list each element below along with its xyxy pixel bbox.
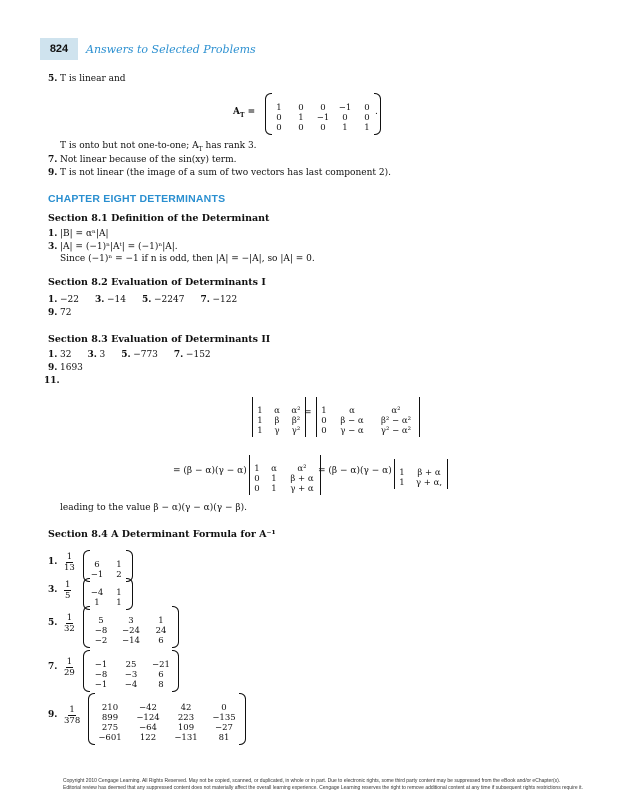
inverse-matrix-cell: −1 <box>90 570 104 580</box>
inverse-matrix-cell: 223 <box>177 713 195 723</box>
inverse-scalar-fraction: $\frac{1}{5}$ <box>65 580 71 601</box>
inverse-scalar-fraction: $\frac{1}{29}$ <box>64 657 75 678</box>
answer-item: 5. −773 <box>121 350 158 360</box>
section-8-1-title: Section 8.1 Definition of the Determinant <box>48 213 270 224</box>
inverse-matrix-cell: 1 <box>116 560 122 570</box>
inverse-matrix-cell: 1 <box>94 598 100 608</box>
inverse-matrix <box>90 552 126 580</box>
inverse-matrix-cell: −14 <box>122 636 140 646</box>
answer-item: 1. 32 <box>48 350 72 360</box>
det2-cell: 0 <box>321 416 327 426</box>
onto-note: T is onto but not one-to-one; $A_T$ has rank 3. <box>60 141 257 153</box>
determinant-2x2 <box>398 460 444 488</box>
inverse-matrix-cell: 6 <box>94 560 100 570</box>
answer-7: 7. Not linear because of the sin(xy) term. <box>48 155 237 165</box>
inverse-scalar-fraction: $\frac{1}{32}$ <box>64 613 75 634</box>
page-number: 824 <box>40 38 78 60</box>
inverse-answer-number: 1. <box>48 557 58 567</box>
inverse-matrix-cell: −1 <box>94 660 108 670</box>
inverse-matrix-cell: 3 <box>128 616 134 626</box>
inverse-matrix-cell: −2 <box>94 636 108 646</box>
inverse-matrix-cell: −42 <box>139 703 157 713</box>
det2-cell: α² <box>391 406 401 416</box>
matrix-a-t-cell: 1 <box>364 123 370 133</box>
matrix-a-t-cell: 0 <box>276 123 282 133</box>
section-8-2-title: Section 8.2 Evaluation of Determinants I <box>48 277 266 288</box>
det2-cell: β² − α² <box>381 416 411 426</box>
det1-cell: 1 <box>257 416 263 426</box>
matrix-a-t-cell: 0 <box>320 103 326 113</box>
matrix-a-t-cell: 0 <box>342 113 348 123</box>
inverse-matrix-cell: 8 <box>158 680 164 690</box>
inverse-matrix-cell: 275 <box>101 723 119 733</box>
determinant-vandermonde <box>256 398 302 436</box>
inverse-matrix-cell: −4 <box>124 680 138 690</box>
det3-cell: γ + α <box>290 484 314 494</box>
s81-answer-1: 1. |B| = αⁿ|A| <box>48 229 109 239</box>
inverse-scalar-fraction: $\frac{1}{378}$ <box>64 705 81 726</box>
inverse-matrix-cell: 6 <box>158 670 164 680</box>
answer-item: 5. −2247 <box>142 295 185 305</box>
inverse-matrix-cell: −8 <box>94 626 108 636</box>
factor-expression: = (β − α)(γ − α) <box>173 466 247 476</box>
det3-cell: α² <box>297 464 307 474</box>
factor-expression-2: = (β − α)(γ − α) <box>318 466 392 476</box>
answer-item: 1. −22 <box>48 295 79 305</box>
det2-cell: 1 <box>321 406 327 416</box>
chapter-title: CHAPTER EIGHT DETERMINANTS <box>48 193 226 205</box>
matrix-a-t-cell: 0 <box>276 113 282 123</box>
matrix-a-t <box>272 95 374 133</box>
section-8-4-title: Section 8.4 A Determinant Formula for A⁻¹ <box>48 529 276 540</box>
inverse-matrix-cell: −27 <box>215 723 233 733</box>
s83-answer-11-number: 11. <box>44 376 60 386</box>
det1-cell: α² <box>291 406 301 416</box>
inverse-matrix-cell: −601 <box>98 733 122 743</box>
inverse-answer-number: 7. <box>48 662 58 672</box>
inverse-matrix <box>95 695 239 743</box>
matrix-a-t-cell: −1 <box>338 103 352 113</box>
det1-cell: 1 <box>257 406 263 416</box>
matrix-a-t-cell: 1 <box>342 123 348 133</box>
inverse-answer-number: 3. <box>48 585 58 595</box>
inverse-matrix <box>90 652 172 690</box>
det1-cell: β² <box>291 416 301 426</box>
det2-cell: 0 <box>321 426 327 436</box>
s83-row-1 <box>48 350 227 361</box>
inverse-matrix-cell: 1 <box>116 588 122 598</box>
leading-text: leading to the value β − α)(γ − α)(γ − β). <box>60 503 247 513</box>
det1-cell: α <box>274 406 280 416</box>
det2-cell: γ² − α² <box>380 426 412 436</box>
matrix-a-t-cell: −1 <box>316 113 330 123</box>
det3-cell: β + α <box>290 474 314 484</box>
s81-answer-3: 3. |A| = (−1)ⁿ|Aᵗ| = (−1)ⁿ|A|. <box>48 242 178 252</box>
answer-item: 3. 3 <box>87 350 106 360</box>
matrix-a-t-cell: 1 <box>298 113 304 123</box>
inverse-matrix-cell: 210 <box>101 703 119 713</box>
matrix-a-t-cell: 0 <box>298 103 304 113</box>
matrix-label: $A_T$ = <box>233 107 256 119</box>
inverse-matrix-cell: −4 <box>90 588 104 598</box>
inverse-matrix-cell: −24 <box>122 626 140 636</box>
copyright-line-1: Copyright 2010 Cengage Learning. All Rights Reserved. May not be copied, scanned, or duplicated, in whole or in part. Due to electronic rights, some third party content may be suppressed from the eBook and/or eChapter(s). <box>63 778 561 784</box>
inverse-matrix-cell: −21 <box>152 660 170 670</box>
s81-answer-3-note: Since (−1)ⁿ = −1 if n is odd, then |A| = −|A|, so |A| = 0. <box>60 254 315 264</box>
inverse-answer-number: 5. <box>48 618 58 628</box>
det3-cell: α <box>271 464 277 474</box>
matrix-a-t-cell: 0 <box>364 103 370 113</box>
inverse-matrix-cell: 2 <box>116 570 122 580</box>
inverse-matrix <box>90 608 172 646</box>
inverse-matrix-cell: −3 <box>124 670 138 680</box>
section-8-3-title: Section 8.3 Evaluation of Determinants II <box>48 334 271 345</box>
inverse-matrix-cell: −8 <box>94 670 108 680</box>
determinant-reduced <box>320 398 416 436</box>
determinant-factored <box>253 456 317 494</box>
inverse-matrix-cell: −131 <box>174 733 198 743</box>
answer-item: 7. −152 <box>173 350 211 360</box>
inverse-matrix-cell: −135 <box>212 713 236 723</box>
det3-cell: 1 <box>254 464 260 474</box>
inverse-matrix-cell: 1 <box>116 598 122 608</box>
matrix-a-t-cell: 1 <box>276 103 282 113</box>
det2-cell: β − α <box>340 416 364 426</box>
det2-cell: γ − α <box>340 426 364 436</box>
s82-row-2 <box>48 308 87 319</box>
inverse-matrix <box>90 580 126 608</box>
answer-item: 7. −122 <box>200 295 238 305</box>
inverse-matrix-cell: 24 <box>155 626 167 636</box>
inverse-answer-number: 9. <box>48 710 58 720</box>
inverse-matrix-cell: 109 <box>177 723 195 733</box>
det3-cell: 0 <box>254 474 260 484</box>
det3-cell: 0 <box>254 484 260 494</box>
det3-cell: 1 <box>271 484 277 494</box>
inverse-matrix-cell: 899 <box>101 713 119 723</box>
inverse-matrix-cell: 25 <box>125 660 137 670</box>
answer-item: 9. 1693 <box>48 363 83 373</box>
matrix-a-t-cell: 0 <box>298 123 304 133</box>
answer-item: 3. −14 <box>95 295 126 305</box>
det4-cell: γ + α, <box>415 478 443 488</box>
det4-cell: 1 <box>399 478 405 488</box>
matrix-a-t-cell: 0 <box>320 123 326 133</box>
inverse-matrix-cell: −64 <box>139 723 157 733</box>
det2-cell: α <box>349 406 355 416</box>
inverse-scalar-fraction: $\frac{1}{13}$ <box>64 552 75 573</box>
det4-cell: 1 <box>399 468 405 478</box>
s83-row-2 <box>48 363 99 374</box>
answer-9: 9. T is not linear (the image of a sum of two vectors has last component 2). <box>48 168 391 178</box>
inverse-matrix-cell: 1 <box>158 616 164 626</box>
running-title: Answers to Selected Problems <box>86 43 256 56</box>
matrix-a-t-cell: 0 <box>364 113 370 123</box>
inverse-matrix-cell: −124 <box>136 713 160 723</box>
det3-cell: 1 <box>271 474 277 484</box>
answer-5: 5. T is linear and <box>48 74 126 84</box>
inverse-matrix-cell: 42 <box>180 703 192 713</box>
det4-cell: β + α <box>417 468 441 478</box>
s82-row-1 <box>48 295 253 306</box>
inverse-matrix-cell: 6 <box>158 636 164 646</box>
inverse-matrix-cell: 0 <box>221 703 227 713</box>
copyright-line-2: Editorial review has deemed that any suppressed content does not materially affect the overall learning experience. Cengage Learning reserves the right to remove additional content at any time if subsequent rights restrictions require it. <box>63 785 583 791</box>
det1-cell: 1 <box>257 426 263 436</box>
det1-cell: γ <box>274 426 280 436</box>
inverse-matrix-cell: −1 <box>94 680 108 690</box>
inverse-matrix-cell: 122 <box>139 733 157 743</box>
answer-item: 9. 72 <box>48 308 72 318</box>
inverse-matrix-cell: 5 <box>98 616 104 626</box>
inverse-matrix-cell: 81 <box>218 733 230 743</box>
det1-cell: γ² <box>291 426 301 436</box>
det1-cell: β <box>274 416 280 426</box>
